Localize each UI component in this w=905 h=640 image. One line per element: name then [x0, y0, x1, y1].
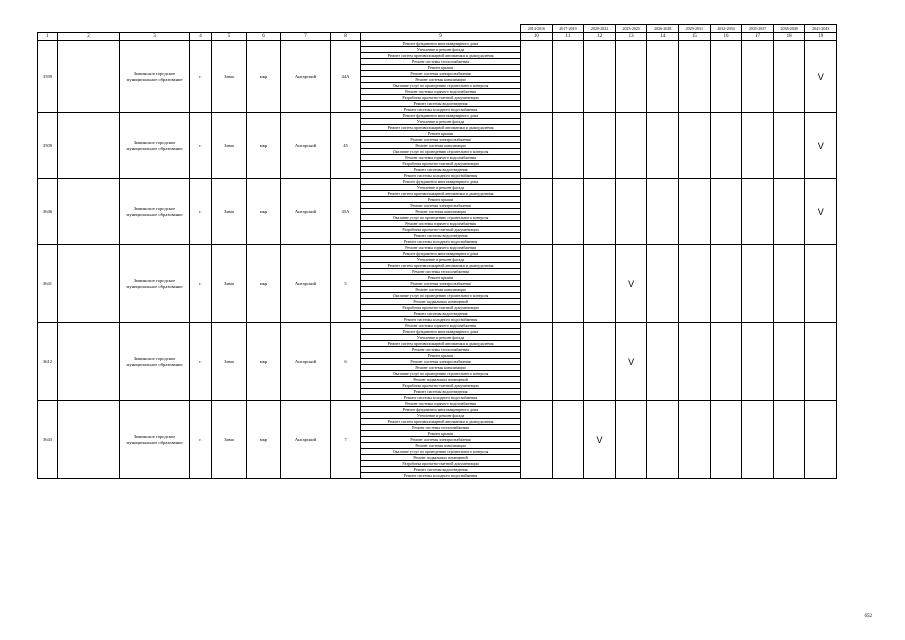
work-type-cell: Ремонт крыши — [361, 131, 521, 137]
street-type-cell — [247, 113, 281, 179]
record-blank-cell — [58, 113, 120, 179]
street-type-cell — [247, 41, 281, 113]
record-blank-cell — [58, 245, 120, 323]
schedule-empty-cell — [615, 401, 647, 479]
work-type-cell: Ремонт фундамента многоквартирного дома — [361, 179, 521, 185]
page-number: 652 — [864, 614, 872, 619]
column-number-cell: 14 — [647, 33, 679, 41]
house-number-text: 5 — [344, 280, 347, 286]
work-type-cell: Ремонт системы водоотведения — [361, 389, 521, 395]
work-type-cell: Ремонт систем противопожарной автоматики и дымоудаления — [361, 263, 521, 269]
work-type-cell: Разработка проектно-сметной документации — [361, 95, 521, 101]
record-id-text: 3646 — [42, 208, 53, 214]
schedule-empty-cell — [552, 179, 584, 245]
work-type-cell: Ремонт системы горячего водоснабжения — [361, 323, 521, 329]
street-cell — [281, 179, 331, 245]
locality-type-cell — [190, 245, 212, 323]
street-type-text: мкр — [259, 142, 268, 148]
schedule-mark-cell: V — [615, 245, 647, 323]
house-number-cell — [331, 41, 361, 113]
record-id-text: 3643 — [42, 436, 53, 442]
street-type-cell — [247, 179, 281, 245]
schedule-empty-cell — [742, 245, 774, 323]
work-type-cell: Ремонт системы холодного водоснабжения — [361, 317, 521, 323]
street-cell — [281, 245, 331, 323]
work-type-cell: Ремонт системы водоотведения — [361, 467, 521, 473]
locality-text: Зима — [224, 73, 234, 79]
work-type-cell: Ремонт систем противопожарной автоматики и дымоудаления — [361, 419, 521, 425]
schedule-empty-cell — [679, 245, 711, 323]
locality-type-cell — [190, 41, 212, 113]
schedule-empty-cell — [552, 41, 584, 113]
work-type-cell: Ремонт подвальных помещений — [361, 377, 521, 383]
schedule-empty-cell — [773, 41, 805, 113]
locality-cell — [212, 113, 247, 179]
record-id-cell — [38, 401, 58, 479]
schedule-mark-cell: V — [615, 323, 647, 401]
schedule-empty-cell — [773, 113, 805, 179]
work-type-cell: Ремонт систем противопожарной автоматики и дымоудаления — [361, 341, 521, 347]
locality-cell — [212, 401, 247, 479]
work-type-cell: Ремонт системы канализации — [361, 365, 521, 371]
work-type-cell: Разработка проектно-сметной документации — [361, 305, 521, 311]
schedule-empty-cell — [710, 41, 742, 113]
work-type-cell: Ремонт систем противопожарной автоматики и дымоудаления — [361, 191, 521, 197]
locality-type-cell — [190, 323, 212, 401]
municipality-cell — [120, 113, 190, 179]
work-type-cell: Ремонт системы горячего водоснабжения — [361, 221, 521, 227]
column-number-cell: 12 — [584, 33, 616, 41]
schedule-empty-cell — [552, 323, 584, 401]
record-id-cell — [38, 179, 58, 245]
street-text: Ангарский — [294, 436, 317, 442]
work-type-cell: Ремонт системы электроснабжения — [361, 203, 521, 209]
street-type-cell — [247, 245, 281, 323]
work-type-cell: Ремонт систем противопожарной автоматики и дымоудаления — [361, 53, 521, 59]
work-type-cell: Утепление и ремонт фасада — [361, 335, 521, 341]
record-id-text: 3509 — [42, 142, 53, 148]
schedule-empty-cell — [584, 113, 616, 179]
schedule-empty-cell — [710, 323, 742, 401]
house-number-text: 6 — [344, 358, 347, 364]
schedule-empty-cell — [679, 113, 711, 179]
house-number-cell — [331, 113, 361, 179]
period-header-cell: 2017-2019 — [552, 25, 584, 33]
work-type-cell: Ремонт фундамента многоквартирного дома — [361, 113, 521, 119]
record-blank-cell — [58, 179, 120, 245]
street-type-text: мкр — [259, 280, 268, 286]
work-type-cell: Ремонт крыши — [361, 197, 521, 203]
schedule-empty-cell — [773, 401, 805, 479]
schedule-empty-cell — [647, 41, 679, 113]
schedule-mark-cell: V — [805, 113, 837, 179]
street-cell — [281, 41, 331, 113]
work-type-cell: Ремонт системы водоотведения — [361, 101, 521, 107]
locality-type-text: г. — [199, 73, 202, 79]
schedule-empty-cell — [742, 179, 774, 245]
street-text: Ангарский — [294, 208, 317, 214]
work-type-cell: Ремонт крыши — [361, 275, 521, 281]
column-number-cell: 11 — [552, 33, 584, 41]
period-header-spacer — [38, 25, 521, 33]
work-type-cell: Ремонт фундамента многоквартирного дома — [361, 41, 521, 47]
schedule-empty-cell — [679, 179, 711, 245]
street-text: Ангарский — [294, 73, 317, 79]
street-text: Ангарский — [294, 280, 317, 286]
work-type-cell: Ремонт крыши — [361, 65, 521, 71]
column-number-cell: 18 — [773, 33, 805, 41]
schedule-empty-cell — [710, 113, 742, 179]
municipality-text: Зиминское городское муниципальное образование — [126, 205, 183, 217]
work-type-cell: Ремонт крыши — [361, 431, 521, 437]
work-type-cell: Разработка проектно-сметной документации — [361, 161, 521, 167]
period-header-cell: 2023-2025 — [615, 25, 647, 33]
work-type-cell: Ремонт системы водоотведения — [361, 233, 521, 239]
municipality-cell — [120, 401, 190, 479]
schedule-empty-cell — [679, 323, 711, 401]
period-header-row — [38, 25, 837, 33]
work-type-cell: Ремонт системы канализации — [361, 77, 521, 83]
column-number-cell: 7 — [281, 33, 331, 41]
period-header-cell: 2032-2034 — [710, 25, 742, 33]
column-number-cell: 16 — [710, 33, 742, 41]
work-type-cell: Оказание услуг по проведению строительного контроля — [361, 449, 521, 455]
locality-text: Зима — [224, 280, 234, 286]
street-cell — [281, 401, 331, 479]
work-type-cell: Ремонт подвальных помещений — [361, 455, 521, 461]
street-text: Ангарский — [294, 358, 317, 364]
work-type-cell: Ремонт системы электроснабжения — [361, 359, 521, 365]
schedule-empty-cell — [742, 323, 774, 401]
schedule-empty-cell — [521, 179, 553, 245]
schedule-empty-cell — [773, 179, 805, 245]
schedule-empty-cell — [742, 113, 774, 179]
work-type-cell: Разработка проектно-сметной документации — [361, 461, 521, 467]
work-type-cell: Ремонт системы канализации — [361, 143, 521, 149]
locality-type-text: г. — [199, 358, 202, 364]
column-number-cell: 5 — [212, 33, 247, 41]
work-type-cell: Ремонт системы теплоснабжения — [361, 347, 521, 353]
schedule-empty-cell — [552, 401, 584, 479]
locality-type-cell — [190, 401, 212, 479]
schedule-empty-cell — [615, 41, 647, 113]
work-type-cell: Оказание услуг по проведению строительного контроля — [361, 83, 521, 89]
work-type-cell: Ремонт системы теплоснабжения — [361, 59, 521, 65]
municipality-cell — [120, 41, 190, 113]
schedule-empty-cell — [615, 179, 647, 245]
work-type-cell: Ремонт системы холодного водоснабжения — [361, 473, 521, 479]
column-number-cell: 8 — [331, 33, 361, 41]
house-number-cell — [331, 179, 361, 245]
schedule-empty-cell — [552, 245, 584, 323]
house-number-text: 44А — [341, 73, 350, 79]
street-cell — [281, 113, 331, 179]
schedule-empty-cell — [521, 401, 553, 479]
municipality-text: Зиминское городское муниципальное образование — [126, 355, 183, 367]
work-type-cell: Утепление и ремонт фасада — [361, 185, 521, 191]
work-type-cell: Ремонт системы электроснабжения — [361, 137, 521, 143]
schedule-empty-cell — [710, 401, 742, 479]
period-header-cell: 2038-2040 — [773, 25, 805, 33]
schedule-empty-cell — [647, 245, 679, 323]
schedule-empty-cell — [521, 323, 553, 401]
locality-cell — [212, 179, 247, 245]
work-type-cell: Оказание услуг по проведению строительного контроля — [361, 149, 521, 155]
table-body — [38, 25, 837, 479]
work-type-cell: Ремонт системы горячего водоснабжения — [361, 155, 521, 161]
record-id-text: 3641 — [42, 280, 53, 286]
locality-cell — [212, 245, 247, 323]
street-cell — [281, 323, 331, 401]
period-header-cell: 2041-2043 — [805, 25, 837, 33]
record-id-text: 3599 — [42, 73, 53, 79]
schedule-empty-cell — [742, 41, 774, 113]
work-type-cell: Ремонт подвальных помещений — [361, 299, 521, 305]
record-id-cell — [38, 41, 58, 113]
schedule-empty-cell — [521, 113, 553, 179]
schedule-empty-cell — [647, 323, 679, 401]
locality-type-cell — [190, 179, 212, 245]
work-type-cell: Ремонт системы горячего водоснабжения — [361, 89, 521, 95]
schedule-empty-cell — [805, 245, 837, 323]
period-header-cell: 2026-2028 — [647, 25, 679, 33]
schedule-empty-cell — [679, 41, 711, 113]
house-number-text: 45 — [343, 142, 348, 148]
record-id-cell — [38, 245, 58, 323]
work-type-cell: Оказание услуг по проведению строительного контроля — [361, 215, 521, 221]
column-number-cell: 6 — [247, 33, 281, 41]
schedule-empty-cell — [773, 323, 805, 401]
locality-cell — [212, 41, 247, 113]
house-number-cell — [331, 323, 361, 401]
street-type-cell — [247, 401, 281, 479]
schedule-empty-cell — [584, 323, 616, 401]
schedule-empty-cell — [773, 245, 805, 323]
schedule-mark-cell: V — [584, 401, 616, 479]
period-header-cell: 2014-2016 — [521, 25, 553, 33]
schedule-empty-cell — [552, 113, 584, 179]
municipality-cell — [120, 245, 190, 323]
column-number-cell: 2 — [58, 33, 120, 41]
locality-text: Зима — [224, 208, 234, 214]
work-type-cell: Ремонт крыши — [361, 353, 521, 359]
schedule-mark-cell: V — [805, 179, 837, 245]
work-type-cell: Ремонт системы горячего водоснабжения — [361, 245, 521, 251]
column-number-cell: 17 — [742, 33, 774, 41]
work-type-cell: Оказание услуг по проведению строительного контроля — [361, 293, 521, 299]
column-number-cell: 4 — [190, 33, 212, 41]
record-blank-cell — [58, 323, 120, 401]
capital-repair-table — [37, 24, 837, 479]
work-type-cell: Ремонт системы водоотведения — [361, 311, 521, 317]
schedule-empty-cell — [615, 113, 647, 179]
locality-type-cell — [190, 113, 212, 179]
schedule-empty-cell — [584, 41, 616, 113]
work-type-cell: Ремонт системы горячего водоснабжения — [361, 401, 521, 407]
work-type-cell: Ремонт системы холодного водоснабжения — [361, 239, 521, 245]
work-type-cell: Разработка проектно-сметной документации — [361, 383, 521, 389]
street-type-text: мкр — [259, 358, 268, 364]
house-number-text: 7 — [344, 436, 347, 442]
municipality-text: Зиминское городское муниципальное образование — [126, 433, 183, 445]
schedule-empty-cell — [710, 245, 742, 323]
locality-text: Зима — [224, 358, 234, 364]
schedule-empty-cell — [647, 401, 679, 479]
house-number-cell — [331, 401, 361, 479]
schedule-empty-cell — [584, 179, 616, 245]
column-number-cell: 15 — [679, 33, 711, 41]
street-type-text: мкр — [259, 208, 268, 214]
work-type-cell: Ремонт системы канализации — [361, 287, 521, 293]
work-type-cell: Ремонт системы электроснабжения — [361, 71, 521, 77]
column-number-cell: 9 — [361, 33, 521, 41]
schedule-empty-cell — [647, 113, 679, 179]
locality-type-text: г. — [199, 280, 202, 286]
locality-text: Зима — [224, 436, 234, 442]
schedule-empty-cell — [521, 41, 553, 113]
column-number-row — [38, 33, 837, 41]
municipality-cell — [120, 179, 190, 245]
schedule-empty-cell — [584, 245, 616, 323]
column-number-cell: 10 — [521, 33, 553, 41]
work-type-cell: Ремонт системы теплоснабжения — [361, 425, 521, 431]
work-type-cell: Ремонт системы холодного водоснабжения — [361, 395, 521, 401]
locality-type-text: г. — [199, 142, 202, 148]
work-type-cell: Утепление и ремонт фасада — [361, 47, 521, 53]
schedule-empty-cell — [805, 401, 837, 479]
locality-text: Зима — [224, 142, 234, 148]
locality-cell — [212, 323, 247, 401]
schedule-empty-cell — [521, 245, 553, 323]
record-blank-cell — [58, 41, 120, 113]
record-blank-cell — [58, 401, 120, 479]
work-type-cell: Утепление и ремонт фасада — [361, 119, 521, 125]
street-type-text: мкр — [259, 73, 268, 79]
schedule-empty-cell — [805, 323, 837, 401]
column-number-cell: 3 — [120, 33, 190, 41]
column-number-cell: 13 — [615, 33, 647, 41]
municipality-cell — [120, 323, 190, 401]
record-id-text: 3612 — [42, 358, 53, 364]
record-id-cell — [38, 323, 58, 401]
column-number-cell: 19 — [805, 33, 837, 41]
work-type-cell: Утепление и ремонт фасада — [361, 257, 521, 263]
capital-repair-schedule-sheet — [37, 24, 836, 479]
work-type-cell: Ремонт фундамента многоквартирного дома — [361, 251, 521, 257]
work-type-cell: Ремонт системы канализации — [361, 209, 521, 215]
record-id-cell — [38, 113, 58, 179]
municipality-text: Зиминское городское муниципальное образование — [126, 70, 183, 82]
work-type-cell: Ремонт системы холодного водоснабжения — [361, 173, 521, 179]
work-type-cell: Ремонт систем противопожарной автоматики и дымоудаления — [361, 125, 521, 131]
street-type-text: мкр — [259, 436, 268, 442]
work-type-cell: Утепление и ремонт фасада — [361, 413, 521, 419]
house-number-text: 45А — [341, 208, 350, 214]
work-type-cell: Ремонт системы канализации — [361, 443, 521, 449]
municipality-text: Зиминское городское муниципальное образование — [126, 277, 183, 289]
period-header-cell: 2035-2037 — [742, 25, 774, 33]
locality-type-text: г. — [199, 436, 202, 442]
period-header-cell: 2029-2031 — [679, 25, 711, 33]
house-number-cell — [331, 245, 361, 323]
schedule-empty-cell — [710, 179, 742, 245]
work-type-cell: Оказание услуг по проведению строительного контроля — [361, 371, 521, 377]
schedule-empty-cell — [647, 179, 679, 245]
work-type-cell: Ремонт системы водоотведения — [361, 167, 521, 173]
work-type-cell: Разработка проектно-сметной документации — [361, 227, 521, 233]
work-type-cell: Ремонт системы электроснабжения — [361, 281, 521, 287]
period-header-cell: 2020-2022 — [584, 25, 616, 33]
column-number-cell: 1 — [38, 33, 58, 41]
schedule-mark-cell: V — [805, 41, 837, 113]
street-text: Ангарский — [294, 142, 317, 148]
locality-type-text: г. — [199, 208, 202, 214]
work-type-cell: Ремонт фундамента многоквартирного дома — [361, 329, 521, 335]
municipality-text: Зиминское городское муниципальное образование — [126, 139, 183, 151]
schedule-empty-cell — [679, 401, 711, 479]
work-type-cell: Ремонт фундамента многоквартирного дома — [361, 407, 521, 413]
work-type-cell: Ремонт системы холодного водоснабжения — [361, 107, 521, 113]
street-type-cell — [247, 323, 281, 401]
work-type-cell: Ремонт системы теплоснабжения — [361, 269, 521, 275]
work-type-cell: Ремонт системы электроснабжения — [361, 437, 521, 443]
schedule-empty-cell — [742, 401, 774, 479]
